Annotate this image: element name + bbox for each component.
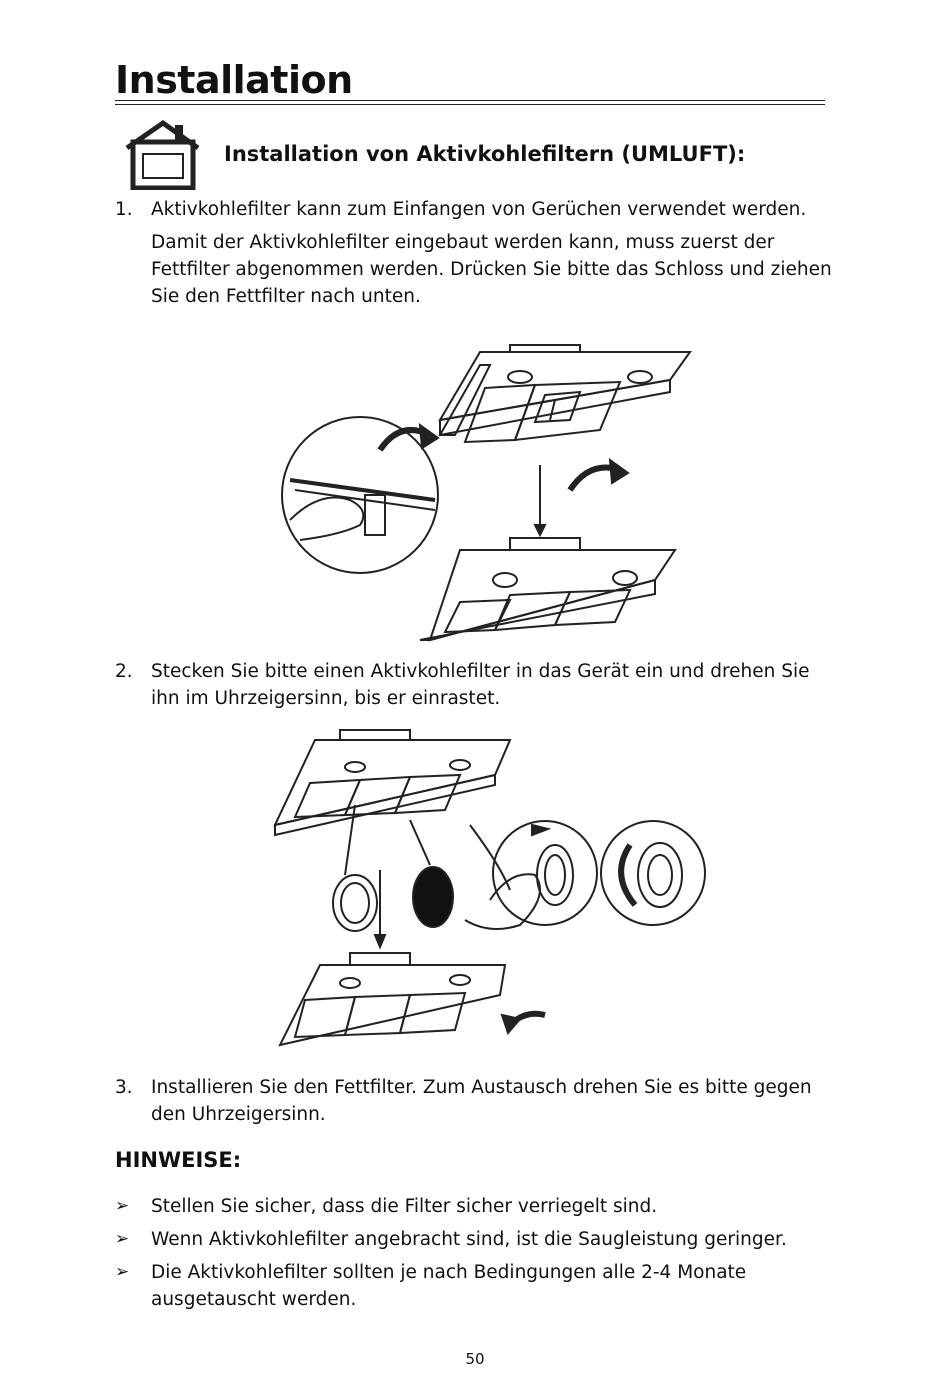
list-item xyxy=(115,1259,845,1313)
step-number: 1. xyxy=(115,199,133,220)
step-text: Aktivkohlefilter kann zum Einfangen von Gerüchen verwendet werden. xyxy=(151,199,807,220)
bullet-arrow-icon: ➢ xyxy=(115,1262,130,1282)
step-2 xyxy=(115,658,835,712)
house-icon xyxy=(125,120,200,190)
step-text: Stecken Sie bitte einen Aktivkohlefilter in das Gerät ein und drehen Sie ihn im Uhrzeigersinn, bis er einrastet. xyxy=(151,661,810,709)
figure-remove-grease-filter xyxy=(280,340,695,645)
figure-insert-carbon-filter xyxy=(270,725,710,1050)
note-text: Stellen Sie sicher, dass die Filter sicher verriegelt sind. xyxy=(151,1196,658,1217)
notes-list xyxy=(115,1193,845,1319)
notes-heading: HINWEISE: xyxy=(115,1148,242,1172)
title-rule xyxy=(115,100,825,101)
list-item xyxy=(115,1226,845,1253)
bullet-arrow-icon: ➢ xyxy=(115,1229,130,1249)
step-text: Installieren Sie den Fettfilter. Zum Austausch drehen Sie es bitte gegen den Uhrzeigersinn. xyxy=(151,1077,812,1125)
step-3 xyxy=(115,1074,835,1128)
list-item xyxy=(115,1193,845,1220)
note-text: Die Aktivkohlefilter sollten je nach Bedingungen alle 2-4 Monate ausgetauscht werden. xyxy=(151,1262,747,1310)
step-subtext: Damit der Aktivkohlefilter eingebaut werden kann, muss zuerst der Fettfilter abgenommen werden. Drücken Sie bitte das Schloss und ziehen Sie den Fettfilter nach unten. xyxy=(151,232,832,307)
step-number: 2. xyxy=(115,661,133,682)
section-heading: Installation von Aktivkohlefiltern (UMLUFT): xyxy=(224,142,746,166)
step-1 xyxy=(115,196,835,310)
page-title: Installation xyxy=(115,58,353,102)
title-rule xyxy=(115,104,825,105)
step-number: 3. xyxy=(115,1077,133,1098)
page-number: 50 xyxy=(465,1350,485,1368)
bullet-arrow-icon: ➢ xyxy=(115,1196,130,1216)
note-text: Wenn Aktivkohlefilter angebracht sind, ist die Saugleistung geringer. xyxy=(151,1229,787,1250)
